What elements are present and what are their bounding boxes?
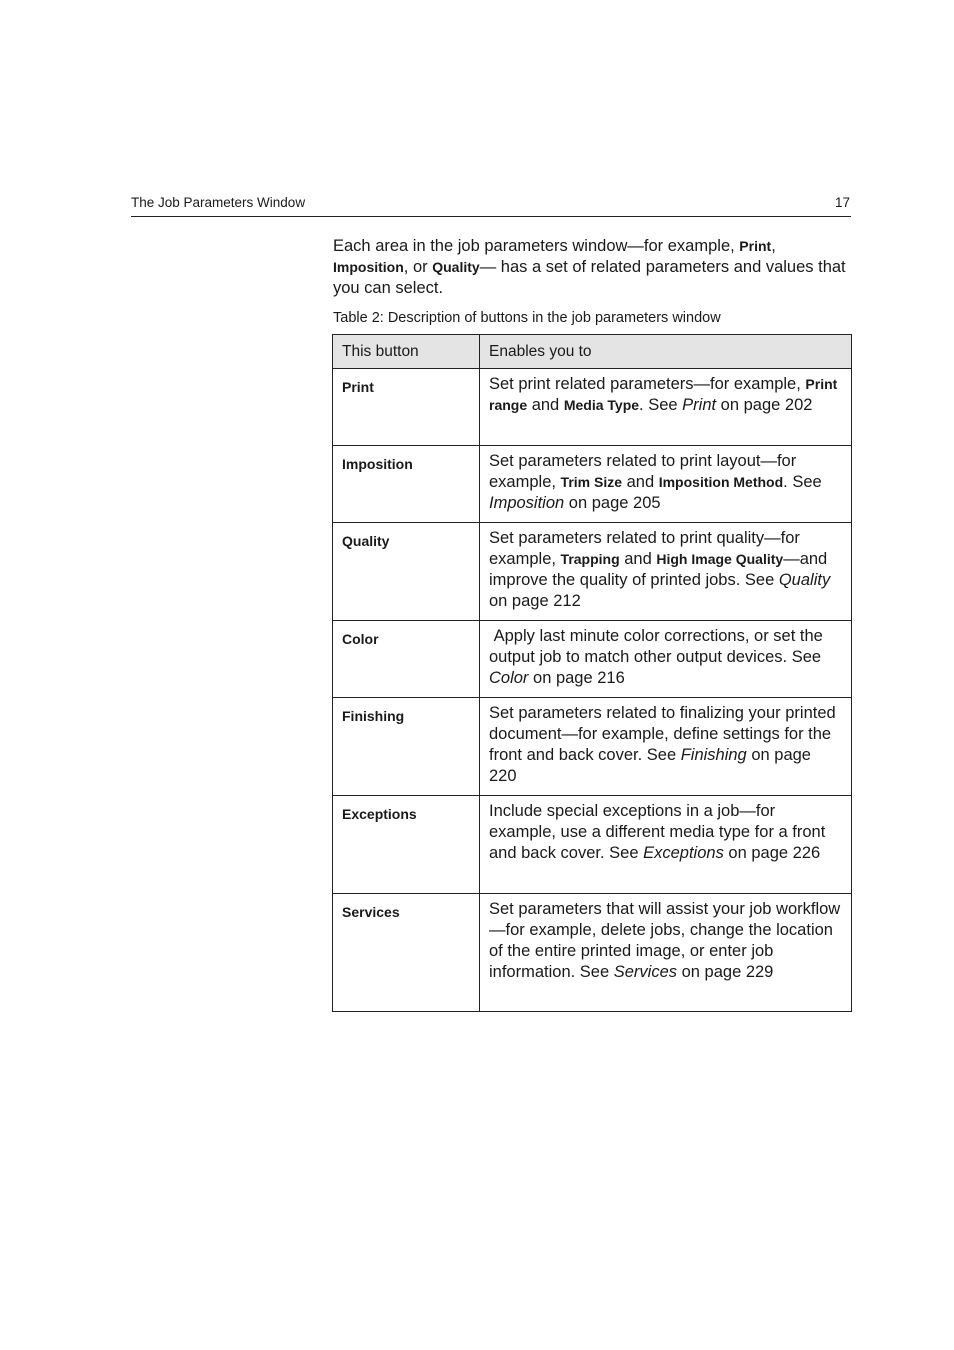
- table-row: [333, 523, 852, 621]
- description-text: on page 205: [564, 494, 661, 512]
- description-text: Apply last minute color corrections, or set the output job to match other output devices. See: [489, 627, 823, 666]
- cross-reference-link[interactable]: Exceptions: [643, 844, 724, 862]
- button-name-cell: Imposition: [333, 446, 480, 523]
- intro-text: Each area in the job parameters window—for example,: [333, 237, 740, 255]
- table-row: [333, 894, 852, 1012]
- description-text: Set parameters related to print layout—for example,: [489, 452, 797, 491]
- intro-text: — has a set of related parameters and values that you can select.: [333, 258, 846, 297]
- description-text: and: [619, 550, 657, 568]
- table-header-row: [333, 335, 852, 369]
- description-text: on page 229: [677, 963, 774, 981]
- description-text: on page 216: [528, 669, 625, 687]
- header-title: The Job Parameters Window: [131, 195, 306, 210]
- cross-reference-link[interactable]: Print: [682, 396, 717, 414]
- description-text: and: [622, 473, 659, 491]
- button-name-cell: Finishing: [333, 698, 480, 796]
- description-text: on page 212: [489, 592, 581, 610]
- button-name-cell: Quality: [333, 523, 480, 621]
- intro-term-print: Print: [739, 238, 772, 254]
- parameter-name: Trim Size: [560, 474, 623, 490]
- description-cell: [480, 698, 852, 796]
- parameter-name: High Image Quality: [656, 551, 784, 567]
- table-row: [333, 369, 852, 446]
- intro-text: , or: [403, 258, 433, 276]
- intro-paragraph: [333, 236, 853, 299]
- cross-reference-link[interactable]: Imposition: [489, 494, 565, 512]
- cross-reference-link[interactable]: Color: [489, 669, 529, 687]
- button-name-cell: Color: [333, 621, 480, 698]
- table-row: [333, 621, 852, 698]
- button-name-cell: Print: [333, 369, 480, 446]
- description-text: —and improve the quality of printed jobs. See: [489, 550, 828, 589]
- intro-term-imposition: Imposition: [333, 259, 404, 275]
- description-text: Set parameters that will assist your job workflow—for example, delete jobs, change the location of the entire printed image, or enter job information. See: [489, 900, 841, 981]
- parameter-name: Imposition Method: [658, 474, 784, 490]
- description-text: Include special exceptions in a job—for example, use a different media type for a front and back cover. See: [489, 802, 826, 862]
- parameter-name: Print range: [489, 376, 838, 413]
- button-name-cell: Services: [333, 894, 480, 1012]
- description-text: Set parameters related to finalizing your printed document—for example, define settings for the front and back cover. See: [489, 704, 836, 764]
- column-header-button: This button: [333, 335, 480, 369]
- page-number: 17: [834, 195, 850, 210]
- cross-reference-link[interactable]: Quality: [778, 571, 831, 589]
- parameter-name: Trapping: [560, 551, 620, 567]
- running-header: [131, 195, 851, 217]
- description-cell: [480, 523, 852, 621]
- intro-text: ,: [771, 237, 776, 255]
- description-text: on page 226: [723, 844, 821, 862]
- table-caption: Table 2: Description of buttons in the job parameters window: [333, 310, 721, 326]
- cross-reference-link[interactable]: Finishing: [680, 746, 747, 764]
- description-cell: [480, 369, 852, 446]
- buttons-table: [332, 334, 852, 1012]
- description-text: and: [527, 396, 564, 414]
- table-row: [333, 698, 852, 796]
- description-text: on page 220: [489, 746, 811, 785]
- description-cell: [480, 446, 852, 523]
- description-text: Set parameters related to print quality—for example,: [489, 529, 800, 568]
- column-header-enables: Enables you to: [480, 335, 852, 369]
- parameter-name: Media Type: [563, 397, 640, 413]
- intro-term-quality: Quality: [432, 259, 480, 275]
- description-cell: [480, 894, 852, 1012]
- description-cell: [480, 796, 852, 894]
- table-row: [333, 796, 852, 894]
- description-cell: [480, 621, 852, 698]
- cross-reference-link[interactable]: Services: [613, 963, 678, 981]
- button-name-cell: Exceptions: [333, 796, 480, 894]
- description-text: . See: [639, 396, 683, 414]
- description-text: on page 202: [716, 396, 813, 414]
- table-row: [333, 446, 852, 523]
- description-text: . See: [783, 473, 822, 491]
- description-text: Set print related parameters—for example,: [489, 375, 806, 393]
